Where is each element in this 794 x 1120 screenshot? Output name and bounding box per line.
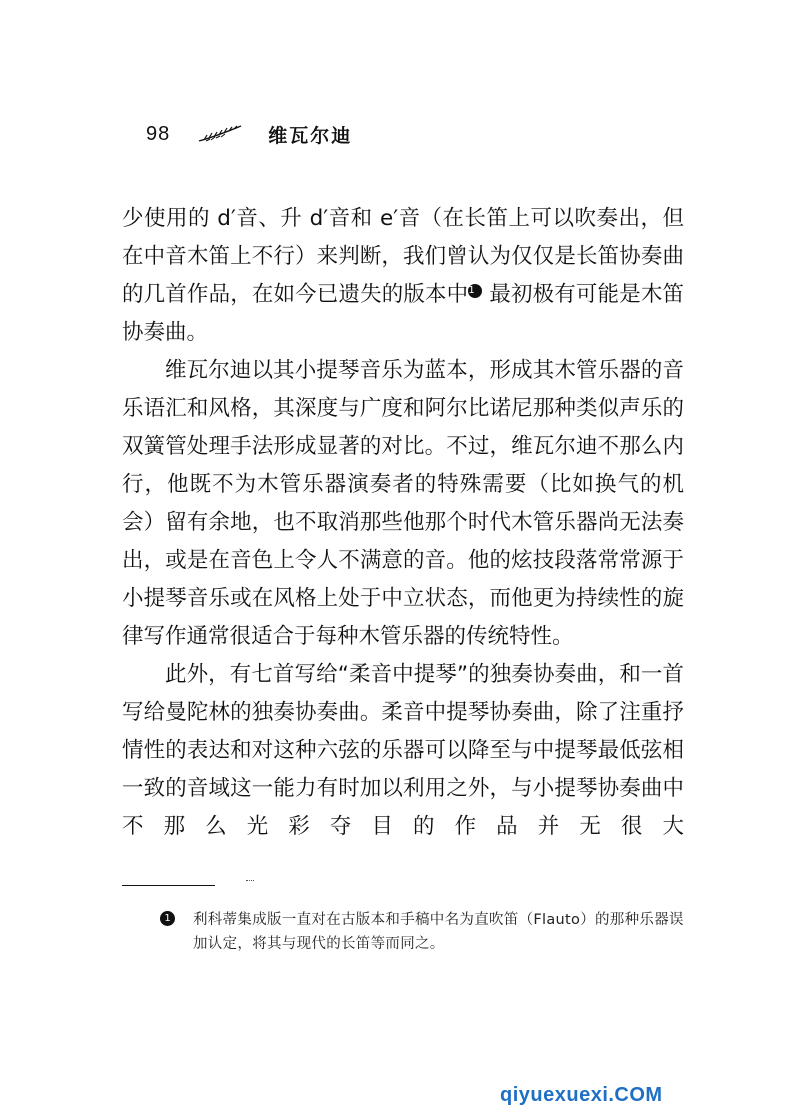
footnote-text: 利科蒂集成版一直对在古版本和手稿中名为直吹笛（Flauto）的那种乐器误加认定，将其与现代的长笛等而同之。: [193, 912, 684, 952]
page-number: 98: [146, 122, 171, 145]
paragraph-1: [122, 200, 684, 352]
body-text: [122, 200, 684, 846]
footnote: [160, 908, 692, 956]
footnote-reference-marker[interactable]: 1: [468, 284, 482, 298]
divider-mark: [246, 880, 254, 881]
site-watermark: qiyuexuexi.COM: [500, 1084, 663, 1106]
footnote-divider: [122, 885, 215, 886]
paragraph-1-text: 少使用的 d′音、升 d′音和 e′音（在长笛上可以吹奏出，但在中音木笛上不行）来判断，我们曾认为仅仅是长笛协奏曲的几首作品，在如今已遗失的版本中: [122, 206, 684, 307]
running-title: 维瓦尔迪: [268, 124, 353, 147]
feather-ornament-icon: [198, 125, 242, 143]
running-header: [146, 119, 352, 149]
paragraph-3: 此外，有七首写给“柔音中提琴”的独奏协奏曲，和一首写给曼陀林的独奏协奏曲。柔音中提琴协奏曲，除了注重抒情性的表达和对这种六弦的乐器可以降至与中提琴最低弦相一致的音域这一能力有时加以利用之外，与小提琴协奏曲中不那么光彩夺目的作品并无很大: [122, 662, 684, 839]
paragraph-2: 维瓦尔迪以其小提琴音乐为蓝本，形成其木管乐器的音乐语汇和风格，其深度与广度和阿尔比诺尼那种类似声乐的双簧管处理手法形成显著的对比。不过，维瓦尔迪不那么内行，他既不为木管乐器演奏者的特殊需要（比如换气的机会）留有余地，也不取消那些他那个时代木管乐器尚无法奏出，或是在音色上令人不满意的音。他的炫技段落常常源于小提琴音乐或在风格上处于中立状态，而他更为持续性的旋律写作通常很适合于每种木管乐器的传统特性。: [122, 358, 684, 649]
paragraph-1-text-end: 最初极有可能是木笛协奏曲。: [122, 282, 684, 345]
footnote-marker: 1: [160, 911, 175, 926]
